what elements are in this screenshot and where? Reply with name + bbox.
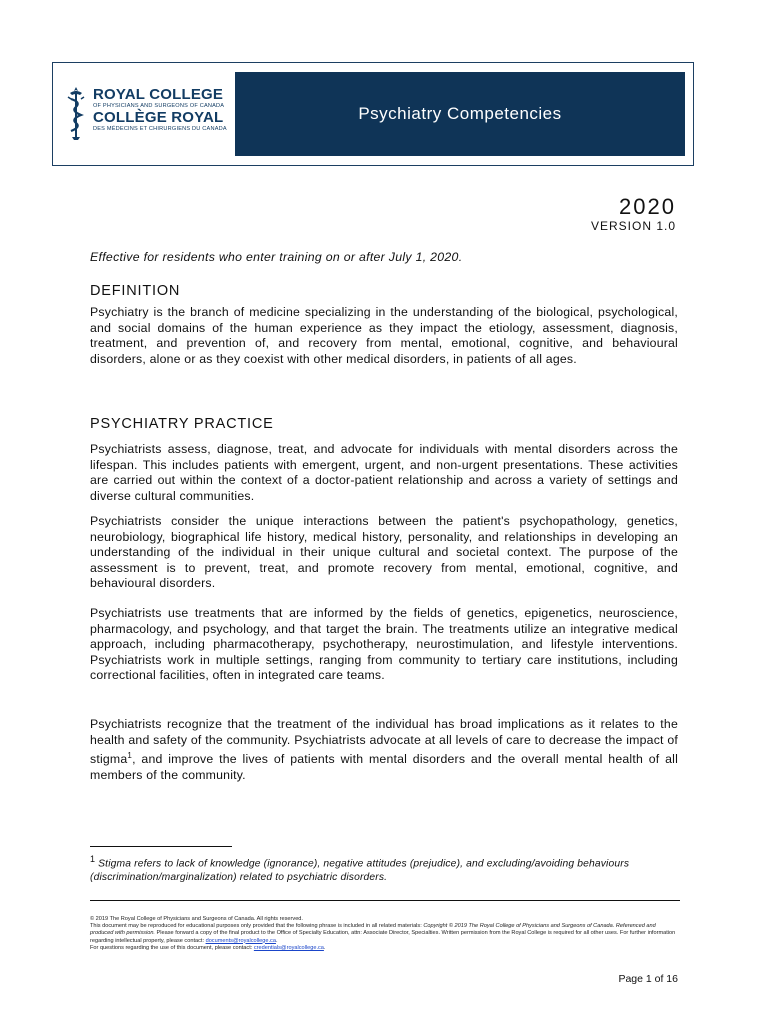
document-header: [52, 62, 694, 166]
documents-email-link[interactable]: documents@royalcollege.ca: [205, 937, 276, 944]
practice-paragraph-1: Psychiatrists assess, diagnose, treat, and advocate for individuals with mental disorders across the lifespan. This includes patients with emergent, urgent, and non-urgent presentations. These activities are carried out within the context of a doctor-patient relationship and across a variety of settings and diverse cultural communities.: [90, 442, 678, 503]
page-number: Page 1 of 16: [618, 973, 678, 985]
logo-subline-en: OF PHYSICIANS AND SURGEONS OF CANADA: [93, 103, 225, 109]
copyright-line: © 2019 The Royal College of Physicians and Surgeons of Canada. All rights reserved.: [90, 916, 303, 922]
title-banner: [235, 72, 685, 156]
legal-text-start: This document may be reproduced for educational purposes only provided that the following phrase is included in all related materials:: [90, 923, 424, 930]
footnote-marker: 1: [90, 854, 96, 864]
caduceus-crest-icon: [65, 85, 87, 141]
p4-text-start: Psychiatrists recognize that the treatment of the individual has broad implications as it relates to the health and safety of the community. Psychiatrists advocate at all levels of care to decrease the impact of stigma: [90, 717, 678, 767]
definition-heading: DEFINITION: [90, 283, 181, 299]
footer-divider: [90, 900, 680, 901]
royal-college-logo: [63, 85, 231, 141]
footnote-text: Stigma refers to lack of knowledge (ignorance), negative attitudes (prejudice), and excluding/avoiding behaviours (discrimination/marginalization) related to psychiatric disorders.: [90, 858, 630, 884]
questions-text: For questions regarding the use of this document, please contact:: [90, 944, 254, 951]
footnote-reference[interactable]: 1: [127, 751, 133, 760]
footnote: [90, 852, 682, 885]
legal-notice: [90, 916, 680, 952]
practice-heading: PSYCHIATRY PRACTICE: [90, 416, 274, 432]
document-version: VERSION 1.0: [590, 219, 676, 233]
questions-line: For questions regarding the use of this document, please contact: credentials@royalcollege.ca.: [90, 944, 326, 951]
document-title: Psychiatry Competencies: [358, 104, 562, 123]
logo-line-fr: COLLÈGE ROYAL: [93, 109, 224, 126]
logo-line-en: ROYAL COLLEGE: [93, 86, 224, 103]
practice-paragraph-4: [90, 717, 678, 783]
credentials-email-link[interactable]: credentials@royalcollege.ca: [253, 944, 324, 951]
reproduction-notice: This document may be reproduced for educational purposes only provided that the following phrase is included in all related materials: Copyright © 2019 The Royal College of Physicians and Surgeons of Canada. Referenced and produced with permission. Please forward a copy of the final product to the Office of Specialty Education, attn: Associate Director, Specialties. Written permission from the Royal College is required for all other uses. For further information regarding intellectual property, please contact: documents@royalcollege.ca.: [90, 923, 676, 944]
logo-wordmark: [93, 87, 233, 133]
document-year: 2020: [619, 194, 676, 219]
legal-text-end: Please forward a copy of the final product to the Office of Specialty Education, attn: Associate Director, Specialties. Written permission from the Royal College is required for all other uses. For further information regarding intellectual property, please contact:: [90, 930, 676, 944]
footnote-divider: [90, 846, 232, 847]
legal-permission-phrase: Copyright © 2019 The Royal College of Physicians and Surgeons of Canada. Referenced and produced with permission.: [90, 923, 656, 937]
effective-statement: Effective for residents who enter training on or after July 1, 2020.: [90, 250, 463, 264]
practice-paragraph-3: Psychiatrists use treatments that are informed by the fields of genetics, epigenetics, neuroscience, pharmacology, and psychology, and that target the brain. The treatments utilize an integrative medical approach, including pharmacotherapy, psychotherapy, neurostimulation, and lifestyle interventions. Psychiatrists work in multiple settings, ranging from community to tertiary care institutions, including correctional facilities, often in integrated care teams.: [90, 606, 678, 682]
practice-paragraph-2: Psychiatrists consider the unique interactions between the patient's psychopathology, genetics, neurobiology, biographical life history, medical history, personality, and relationships in developing an understanding of the individual in their unique cultural and societal context. The purpose of the assessment is to prevent, treat, and promote recovery from mental, emotional, cognitive, and behavioural disorders.: [90, 514, 678, 590]
logo-subline-fr: DES MÉDECINS ET CHIRURGIENS DU CANADA: [93, 126, 227, 132]
p4-text-end: , and improve the lives of patients with mental disorders and the overall mental health of all members of the community.: [90, 752, 678, 782]
definition-paragraph: Psychiatry is the branch of medicine specializing in the understanding of the biological, psychological, and social domains of the human experience as they impact the etiology, assessment, diagnosis, treatment, and prevention of, and recovery from mental, emotional, cognitive, and behavioural disorders, alone or as they coexist with other medical disorders, in patients of all ages.: [90, 305, 678, 366]
